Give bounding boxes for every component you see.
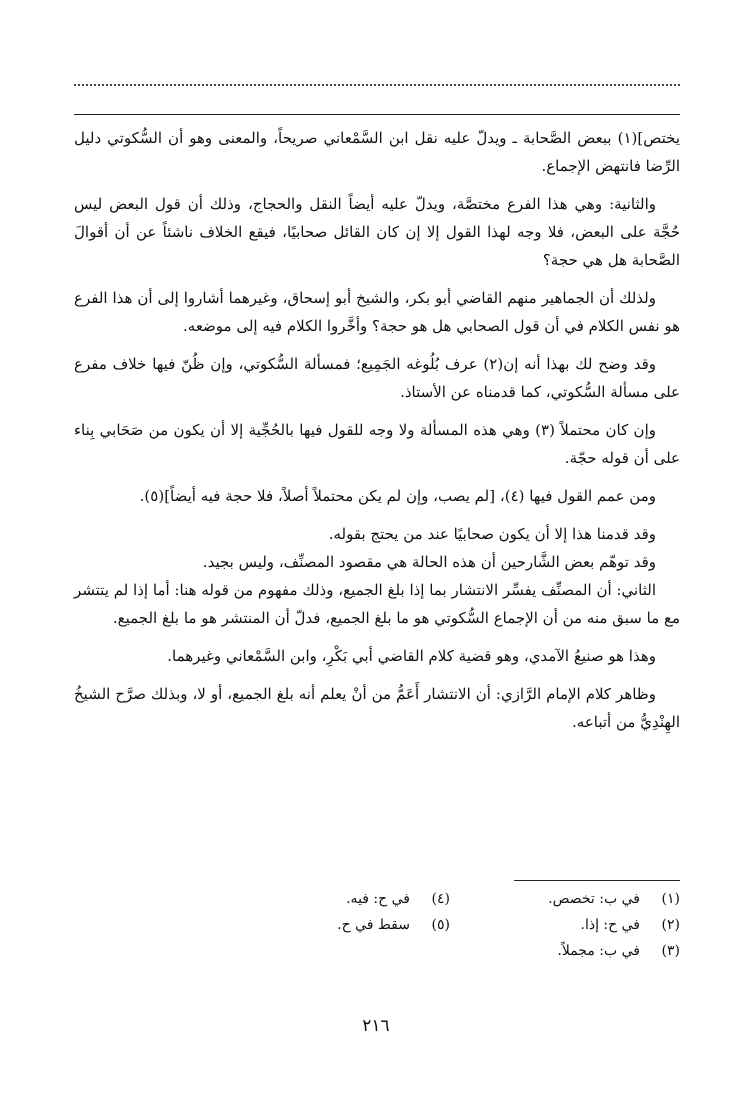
- header-rule: [74, 114, 680, 115]
- footnotes-right-column: [470, 886, 680, 964]
- footnotes-left-column: [240, 886, 450, 964]
- paragraph: وهذا هو صنيعُ الآمدي، وهو قضية كلام القاضي أبي بَكْرِ، وابن السَّمْعاني وغيرهما.: [167, 647, 656, 665]
- main-text: [74, 124, 680, 746]
- footnote-number: (٤): [431, 891, 450, 907]
- footnote-text: في ح: إذا.: [580, 917, 640, 933]
- footnote: [240, 886, 450, 912]
- footnote: [240, 912, 450, 938]
- paragraph: الثاني: أن المصنِّف يفسِّر الانتشار بما إذا بلغ الجميع، وذلك مفهوم من قوله هنا: أما إذا لم يتتشر مع ما سبق منه من أن الإجماع السُّكوتي هو ما بلغ الجميع، فدلّ أن المنتشر هو ما بلغ الجميع.: [74, 581, 680, 627]
- footnote-number: (١): [661, 891, 680, 907]
- footnotes: [240, 886, 680, 964]
- paragraph: وقد قدمنا هذا إلا أن يكون صحابيًا عند من يحتج بقوله.: [328, 525, 656, 543]
- paragraph: وإن كان محتملاً (٣) وهي هذه المسألة ولا وجه للقول فيها بالحُجِّية إلا أن يكون من صَحَابي بِناء على أن قوله حجّة.: [74, 421, 680, 467]
- paragraph: وقد وضح لك بهذا أنه إن(٢) عرف بُلُوغه الجَمِيع؛ فمسألة السُّكوتي، وإن ظُنّ فيها خلاف مفرع على مسألة السُّكوتي، كما قدمناه عن الأستاذ.: [74, 355, 680, 401]
- footnote-rule: [514, 880, 680, 881]
- page-number: ٢١٦: [362, 1016, 390, 1036]
- paragraph: ولذلك أن الجماهير منهم القاضي أبو بكر، والشيخ أبو إسحاق، وغيرهما أشاروا إلى أن هذا الفرع هو نفس الكلام في أن قول الصحابي هل هو حجة؟ وأخَّروا الكلام فيه إلى موضعه.: [74, 289, 680, 335]
- paragraph: يختص](١) ببعض الصَّحابة ـ ويدلّ عليه نقل ابن السَّمْعاني صريحاً، والمعنى وهو أن السُّكوتي دليل الرِّضا فانتهض الإجماع.: [74, 129, 680, 175]
- paragraph: والثانية: وهي هذا الفرع مختصَّة، ويدلّ عليه أيضاً النقل والحجاج، وذلك أن قول البعض ليس حُجَّة على البعض، فلا وجه لهذا القول إلا إن كان القائل صحابيًا، فيقع الخلاف ناشئاً عن أن أقوالَ الصَّحابة هل هي حجة؟: [74, 195, 680, 269]
- footnote-text: سقط في ح.: [337, 917, 410, 933]
- paragraph: وظاهر كلام الإمام الرَّازي: أن الانتشار أَعَمُّ من أنْ يعلم أنه بلغ الجميع، أو لا، وبذلك صرَّح الشيخُ الهِنْدِيُّ من أتباعه.: [74, 685, 680, 731]
- paragraph: وقد توهّم بعض الشَّارحين أن هذه الحالة هي مقصود المصنِّف، وليس بجيد.: [202, 553, 656, 571]
- footnote-number: (٥): [431, 917, 450, 933]
- paragraph: ومن عمم القول فيها (٤)، [لم يصب، وإن لم يكن محتملاً أصلاً، فلا حجة فيه أيضاً](٥).: [139, 487, 656, 505]
- header-dotted-line: [74, 84, 680, 86]
- footnote-text: في ح: فيه.: [346, 891, 410, 907]
- footnote-number: (٢): [661, 917, 680, 933]
- footnote-text: في ب: تخصص.: [548, 891, 640, 907]
- footnote: [470, 938, 680, 964]
- footnote: [470, 912, 680, 938]
- footnote-text: في ب: مجملاً.: [557, 943, 640, 959]
- footnote-number: (٣): [661, 943, 680, 959]
- footnote: [470, 886, 680, 912]
